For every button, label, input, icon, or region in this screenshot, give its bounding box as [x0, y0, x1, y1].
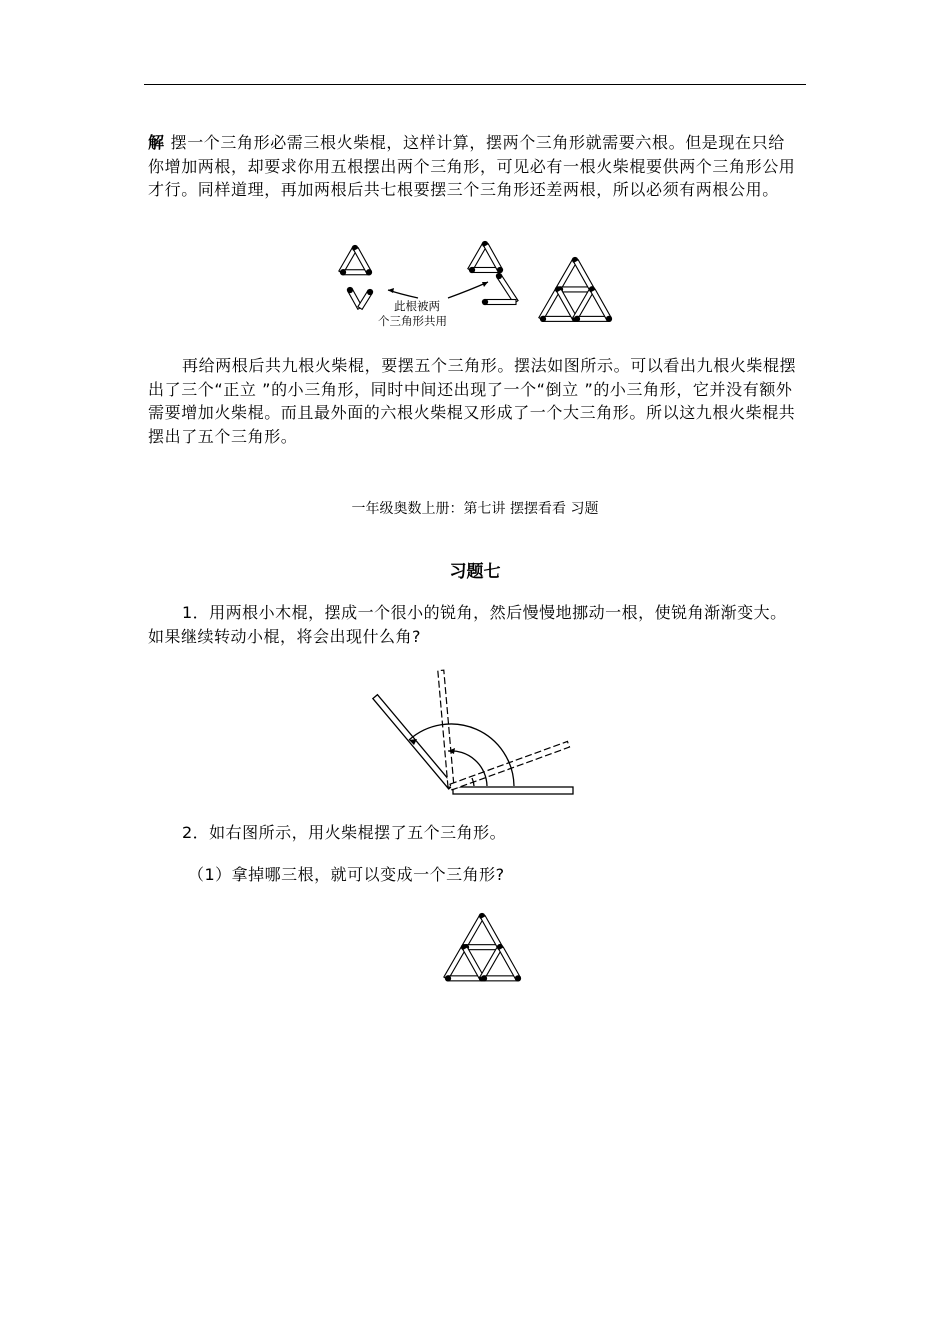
matchstick-single-triangle [339, 245, 373, 309]
matchstick [574, 260, 594, 291]
match-head [366, 269, 372, 275]
matchstick [462, 915, 484, 949]
match-head [367, 289, 373, 295]
question-2: 2．如右图所示，用火柴棍摆了五个三角形。 [182, 823, 507, 842]
shared-stick-note-2: 个三角形共用 [378, 314, 447, 328]
match-head [574, 316, 580, 322]
match-head [496, 273, 502, 279]
pointer-arrow [448, 282, 488, 298]
matchstick-five-triangles-small [444, 913, 521, 982]
explanation-paragraph: 再给两根后共九根火柴棍，要摆五个三角形。摆法如图所示。可以看出九根火柴棍摆出了三个“正立 ”的小三角形，同时中间还出现了一个“倒立 ”的小三角形，它并没有额外需要增加火柴棍。而且最外面的六根火柴棍又形成了一个大三角形。所以这九根火柴棍共摆出了五个三角形。 [148, 356, 797, 446]
matchstick [444, 946, 466, 980]
matchstick [466, 945, 500, 950]
match-head [497, 267, 503, 273]
matchstick [485, 300, 516, 305]
matchstick [484, 976, 518, 981]
matchstick-figure [330, 240, 630, 335]
base-stick [453, 787, 573, 794]
matchstick [577, 316, 609, 321]
header-rule [144, 84, 806, 85]
solution-lead: 解 [148, 133, 165, 152]
match-head [481, 975, 487, 981]
match-head [606, 316, 612, 322]
matchstick [560, 287, 592, 292]
solution-text: 摆一个三角形必需三根火柴棍，这样计算，摆两个三角形就需要六根。但是现在只给你增加两根，却要求你用五根摆出两个三角形，可见必有一根火柴棍要供两个三角形公用才行。同样道理，再加两根后共七根要摆三个三角形还差两根，所以必须有两根公用。 [148, 133, 796, 199]
match-head [340, 269, 346, 275]
matchstick [481, 916, 502, 949]
matchstick [480, 946, 502, 980]
exercise-title: 习题七 [449, 562, 501, 582]
section-caption: 一年级奥数上册：第七讲 摆摆看看 习题 [351, 501, 599, 517]
matchstick [591, 289, 611, 320]
matchstick [543, 316, 575, 321]
five-triangle-figure [432, 910, 532, 988]
solution-paragraph [148, 131, 798, 202]
match-head [482, 299, 488, 305]
matchstick-two-triangles [468, 241, 518, 305]
matchstick [448, 976, 482, 981]
question-1: 1．用两根小木棍，摆成一个很小的锐角，然后慢慢地挪动一根，使锐角渐渐变大。如果继续转动小棍，将会出现什么角? [148, 603, 787, 646]
match-head [515, 975, 521, 981]
rotating-sticks-figure [375, 668, 585, 798]
match-head [347, 287, 353, 293]
match-head [469, 267, 475, 273]
matchstick [499, 947, 520, 980]
question-2-part-1: （1）拿掉哪三根，就可以变成一个三角形? [188, 865, 505, 884]
shared-stick-note: 此根被两 [394, 299, 440, 313]
matchstick-five-triangles [539, 257, 612, 322]
match-head [445, 975, 451, 981]
match-head [540, 316, 546, 322]
